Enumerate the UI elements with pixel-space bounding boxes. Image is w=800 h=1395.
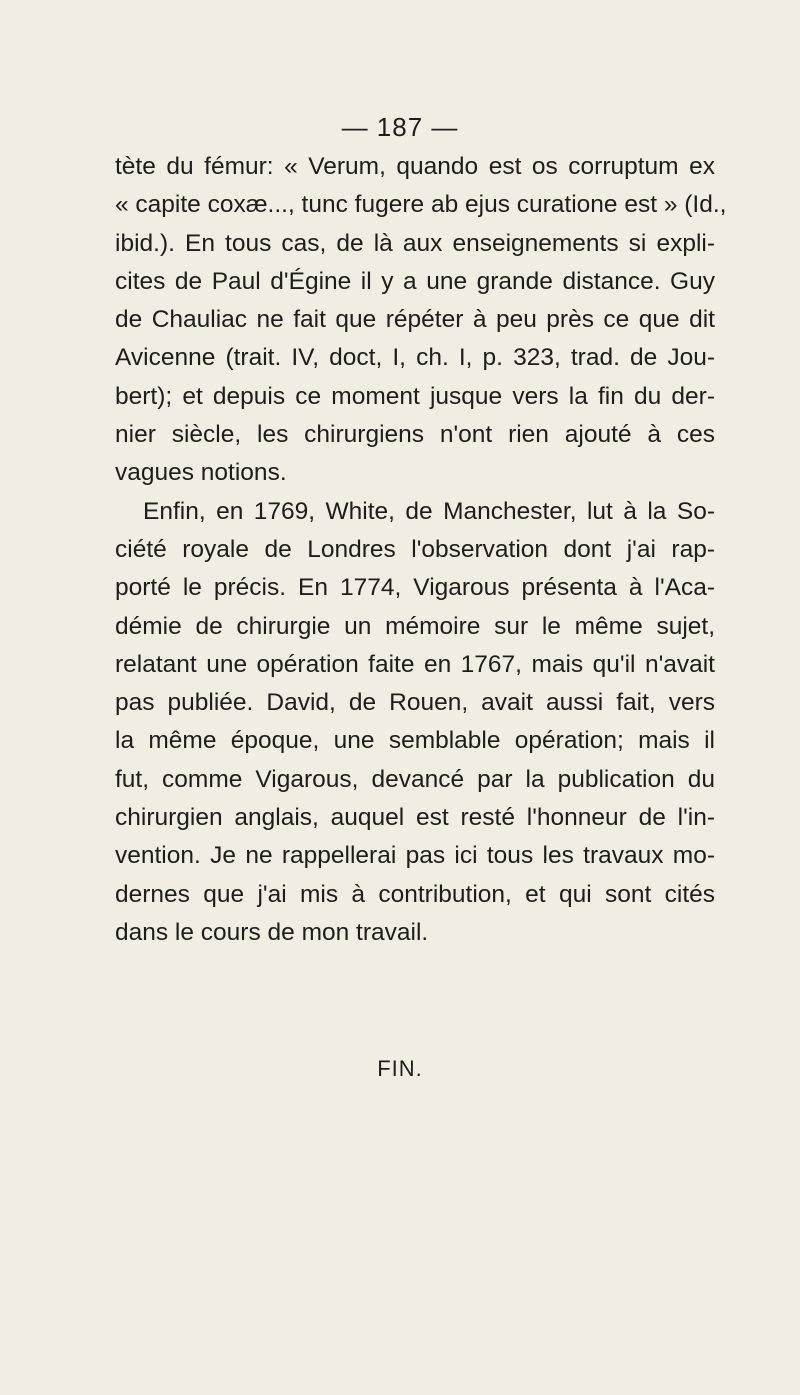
text-line: Enfin, en 1769, White, de Manchester, lut à la So- <box>143 497 715 525</box>
text-line: nier siècle, les chirurgiens n'ont rien ajouté à ces <box>115 421 715 449</box>
text-line: démie de chirurgie un mémoire sur le même sujet, <box>115 612 715 640</box>
text-line: dans le cours de mon travail. <box>115 918 429 946</box>
text-line: relatant une opération faite en 1767, mais qu'il n'avait <box>115 650 715 678</box>
text-line: ciété royale de Londres l'observation dont j'ai rap- <box>115 535 715 563</box>
text-line: tète du fémur: « Verum, quando est os corruptum ex <box>115 153 715 180</box>
body-text <box>115 148 727 952</box>
fin-mark: FIN. <box>377 1056 423 1081</box>
text-line: Avicenne (trait. IV, doct, I, ch. I, p. 323, trad. de Jou- <box>115 344 715 372</box>
text-line: dernes que j'ai mis à contribution, et qui sont cités <box>115 880 715 908</box>
text-line: chirurgien anglais, auquel est resté l'honneur de l'in- <box>115 804 715 832</box>
text-line: bert); et depuis ce moment jusque vers la fin du der- <box>115 382 715 410</box>
page-number: — 187 — <box>341 112 459 142</box>
text-line: vagues notions. <box>115 459 287 487</box>
text-line: la même époque, une semblable opération; mais il <box>115 727 715 755</box>
text-line: pas publiée. David, de Rouen, avait aussi fait, vers <box>115 689 715 717</box>
text-line: porté le précis. En 1774, Vigarous présenta à l'Aca- <box>115 574 715 602</box>
text-line: cites de Paul d'Égine il y a une grande distance. Guy <box>115 267 715 295</box>
text-line: de Chauliac ne fait que répéter à peu près ce que dit <box>115 306 715 334</box>
text-line: fut, comme Vigarous, devancé par la publication du <box>115 765 715 793</box>
text-line: ibid.). En tous cas, de là aux enseignements si expli- <box>115 229 715 257</box>
text-line: « capite coxæ..., tunc fugere ab ejus curatione est » (Id., <box>115 191 727 219</box>
text-line: vention. Je ne rappellerai pas ici tous les travaux mo- <box>115 842 715 870</box>
